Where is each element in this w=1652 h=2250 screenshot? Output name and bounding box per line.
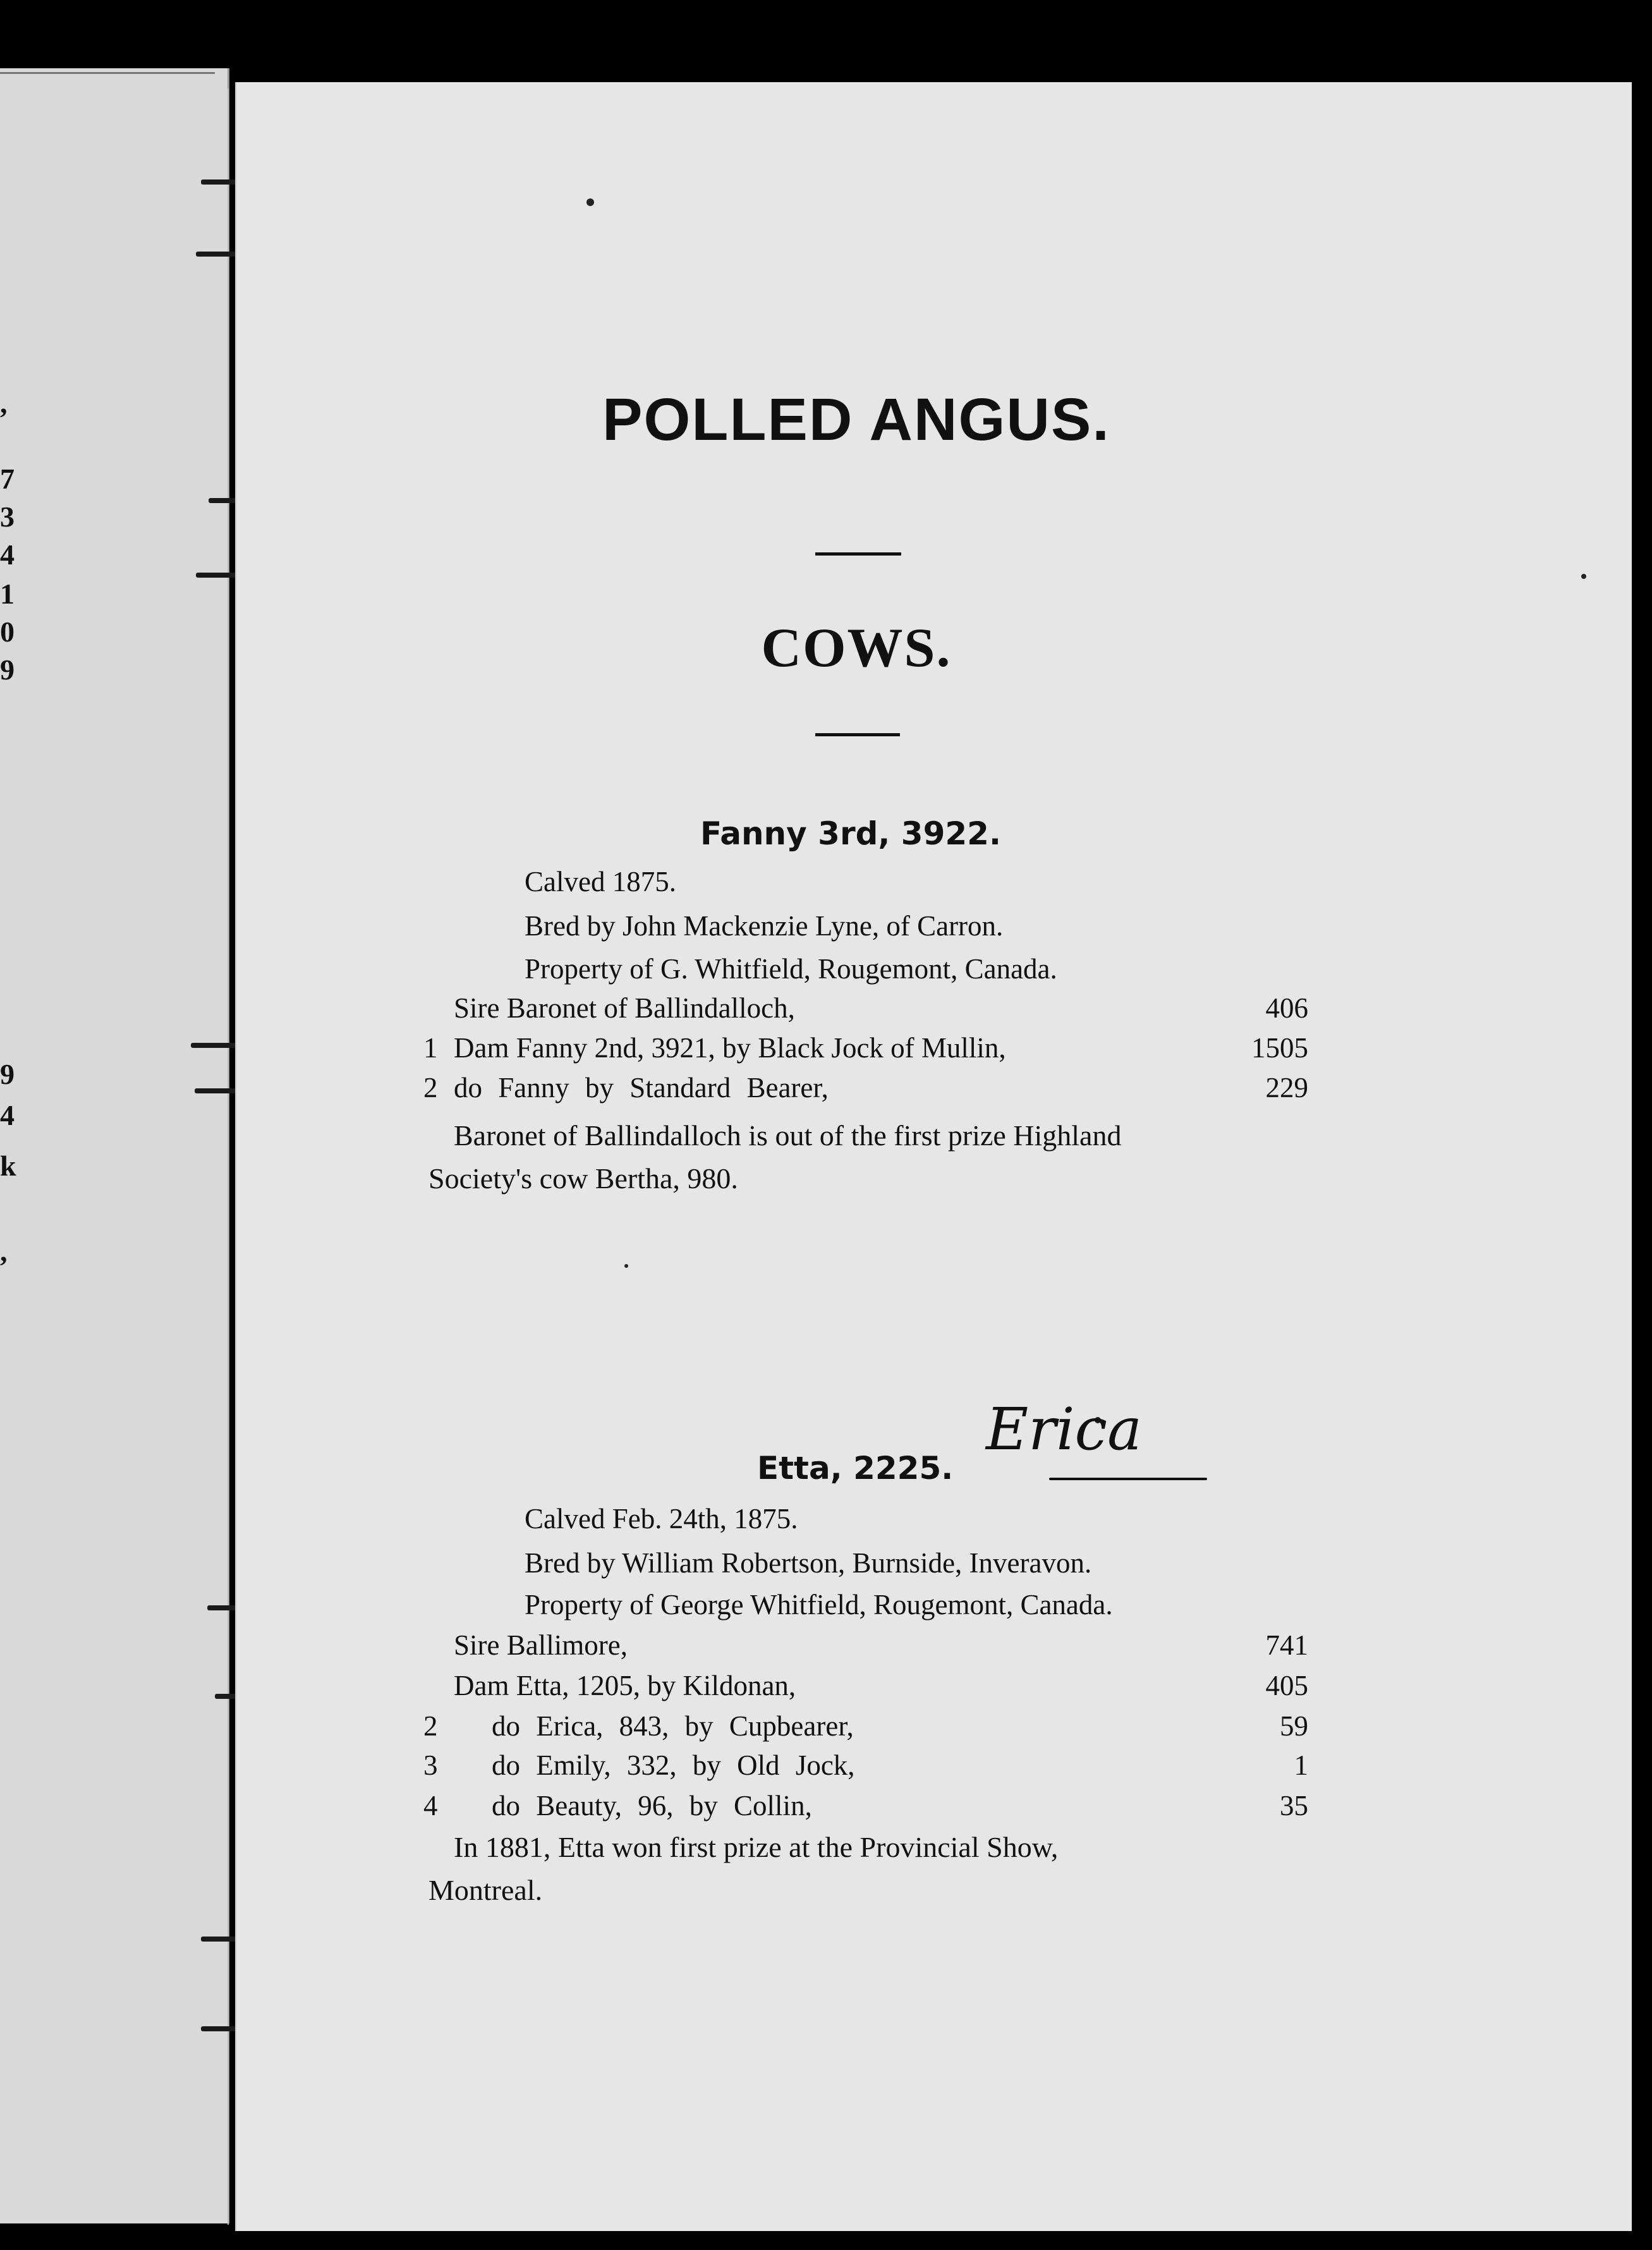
pedigree-number: 229 xyxy=(1265,1072,1308,1104)
pedigree-number: 59 xyxy=(1280,1710,1308,1742)
pedigree-number: 1 xyxy=(1294,1749,1308,1781)
note-line: In 1881, Etta won first prize at the Provincial Show, xyxy=(454,1831,1059,1863)
pedigree-text: Dam Etta, 1205, by Kildonan, xyxy=(454,1670,796,1701)
page-title: POLLED ANGUS. xyxy=(602,386,1110,453)
entry-heading: Etta, 2225. xyxy=(757,1450,954,1487)
ink-speck xyxy=(586,198,594,206)
bleed-glyph: 3 xyxy=(0,501,15,533)
handwritten-annotation: Erica xyxy=(986,1396,1142,1463)
pedigree-index: 1 xyxy=(423,1032,438,1064)
pedigree-number: 406 xyxy=(1265,992,1308,1024)
bleed-glyph: 4 xyxy=(0,1099,15,1131)
pedigree-number: 35 xyxy=(1280,1790,1308,1821)
bleed-glyph: 1 xyxy=(0,578,15,610)
title-divider xyxy=(815,552,901,556)
bleed-glyph: 7 xyxy=(0,463,15,495)
pedigree-number: 1505 xyxy=(1251,1032,1308,1064)
bleed-glyph: 0 xyxy=(0,616,15,648)
pedigree-text: do Beauty, 96, by Collin, xyxy=(492,1790,812,1821)
pedigree-index: 4 xyxy=(423,1790,438,1821)
bleed-glyph: 9 xyxy=(0,1058,15,1090)
note-line: Montreal. xyxy=(428,1874,543,1906)
bred-line: Bred by John Mackenzie Lyne, of Carron. xyxy=(525,910,1004,942)
bleed-glyph: , xyxy=(0,387,8,419)
bleed-glyph: , xyxy=(0,1235,8,1267)
section-title: COWS. xyxy=(761,617,952,679)
section-divider xyxy=(815,733,900,736)
pedigree-index: 2 xyxy=(423,1072,438,1104)
note-line: Baronet of Ballindalloch is out of the first prize Highland xyxy=(454,1119,1122,1152)
property-line: Property of G. Whitfield, Rougemont, Canada. xyxy=(525,953,1057,985)
ink-speck xyxy=(624,1264,628,1268)
calved-line: Calved 1875. xyxy=(525,866,676,897)
entry-heading: Fanny 3rd, 3922. xyxy=(700,815,1001,852)
pedigree-index: 2 xyxy=(423,1710,438,1742)
pedigree-text: Sire Ballimore, xyxy=(454,1629,628,1661)
ink-speck xyxy=(1581,574,1586,579)
pedigree-text: Sire Baronet of Ballindalloch, xyxy=(454,992,795,1024)
pedigree-text: do Emily, 332, by Old Jock, xyxy=(492,1749,855,1781)
bleed-glyph: 9 xyxy=(0,654,15,686)
bleed-glyph: 4 xyxy=(0,538,15,571)
bleed-glyph: k xyxy=(0,1150,16,1182)
handwritten-underline xyxy=(1049,1478,1207,1480)
pedigree-number: 405 xyxy=(1265,1670,1308,1701)
property-line: Property of George Whitfield, Rougemont, Canada. xyxy=(525,1589,1113,1621)
pedigree-number: 741 xyxy=(1265,1629,1308,1661)
pedigree-index: 3 xyxy=(423,1749,438,1781)
pedigree-text: Dam Fanny 2nd, 3921, by Black Jock of Mullin, xyxy=(454,1032,1006,1064)
binding-stitch xyxy=(215,1694,236,1699)
page-edge-line xyxy=(0,72,215,74)
calved-line: Calved Feb. 24th, 1875. xyxy=(525,1503,798,1535)
pedigree-text: do Fanny by Standard Bearer, xyxy=(454,1072,829,1104)
bred-line: Bred by William Robertson, Burnside, Inveravon. xyxy=(525,1547,1092,1579)
pedigree-text: do Erica, 843, by Cupbearer, xyxy=(492,1710,854,1742)
note-line: Society's cow Bertha, 980. xyxy=(428,1162,738,1195)
